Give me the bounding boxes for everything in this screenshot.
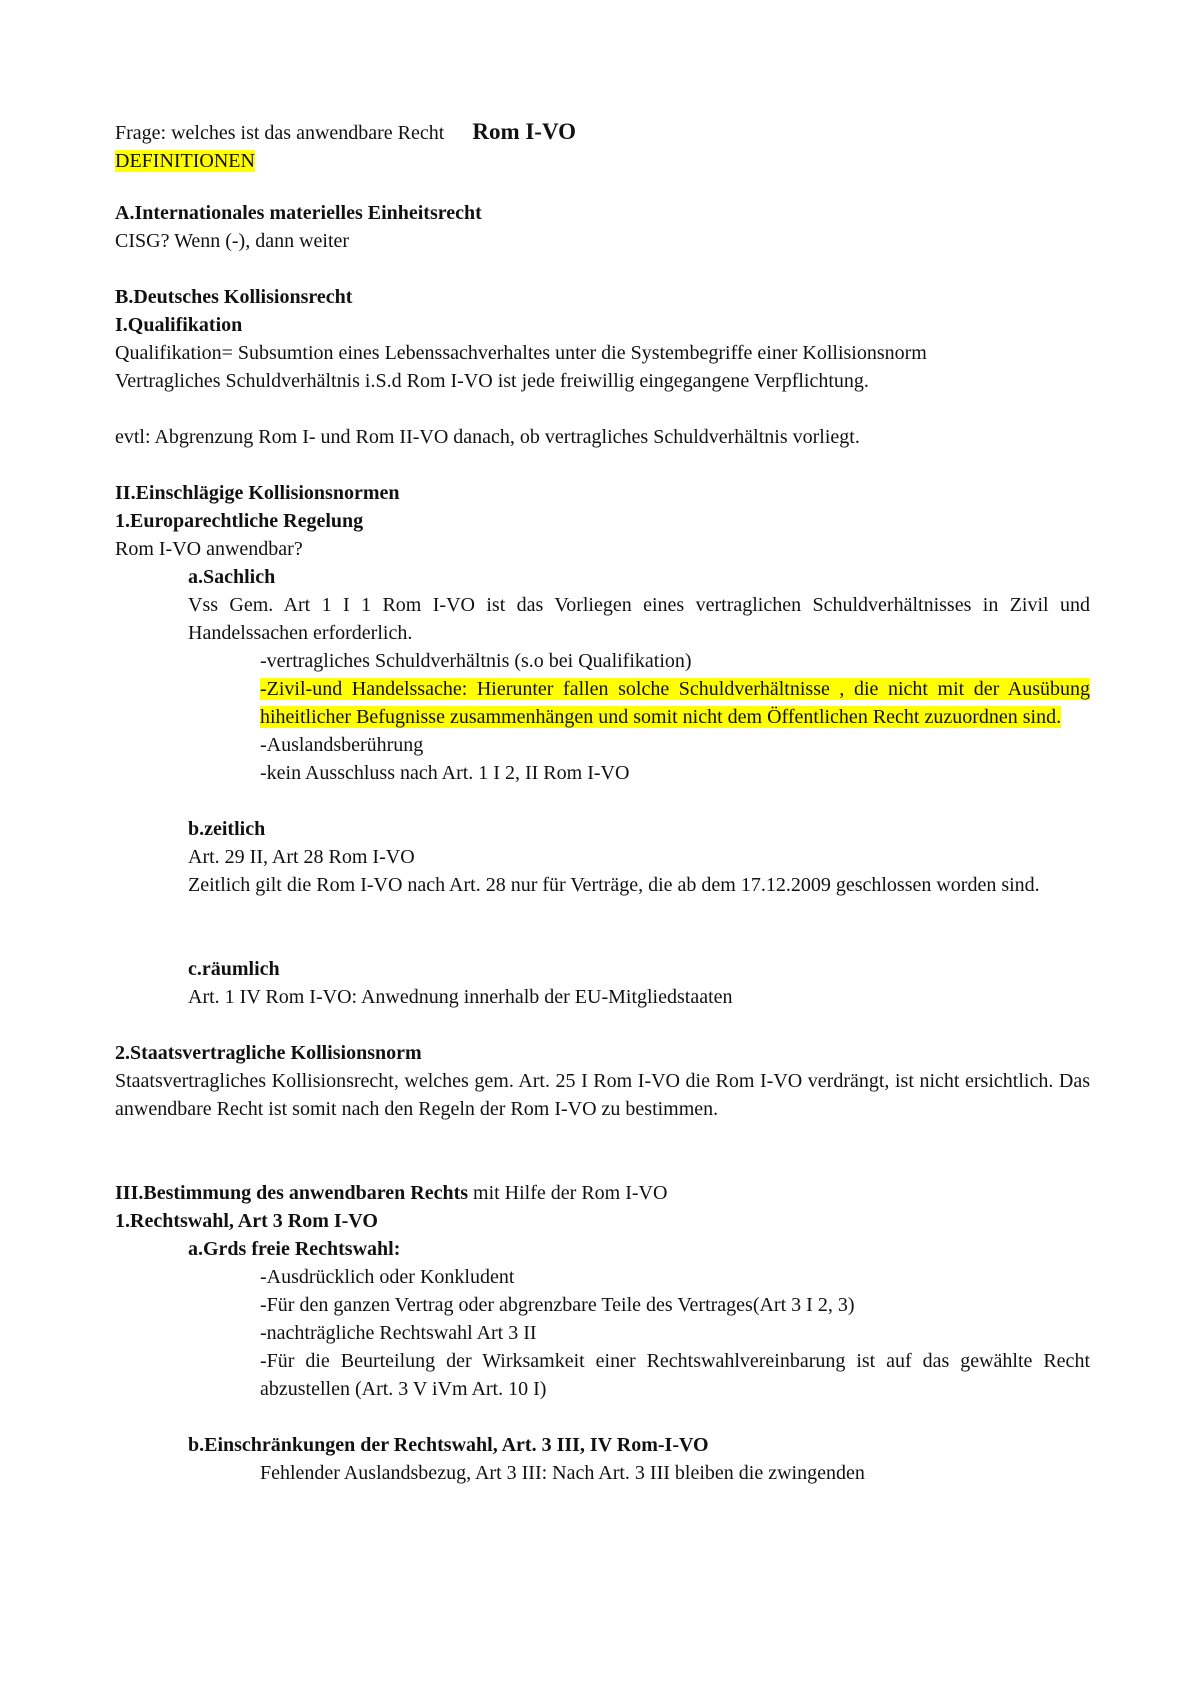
sachlich-items: [260, 647, 1090, 787]
raeumlich-text: Art. 1 IV Rom I-VO: Anwednung innerhalb der EU-Mitgliedstaaten: [188, 986, 733, 1008]
freie-rechtswahl-block: [188, 1235, 1090, 1263]
rechtswahl-heading: 1.Rechtswahl, Art 3 Rom I-VO: [115, 1210, 378, 1232]
document-title: Rom I-VO: [472, 119, 576, 144]
einschraenkungen-block: [188, 1431, 1090, 1459]
eu-regelung-question: Rom I-VO anwendbar?: [115, 538, 303, 560]
list-item: -kein Ausschluss nach Art. 1 I 2, II Rom I-VO: [260, 762, 630, 784]
section-ii-heading: II.Einschlägige Kollisionsnormen: [115, 482, 400, 504]
list-item: -Auslandsberührung: [260, 734, 424, 756]
question-text: Frage: welches ist das anwendbare Recht: [115, 122, 445, 144]
staatsvertrag-heading: 2.Staatsvertragliche Kollisionsnorm: [115, 1042, 422, 1064]
definitions-label: DEFINITIONEN: [115, 150, 255, 172]
zeitlich-block: [188, 815, 1090, 899]
qualifikation-definition: Qualifikation= Subsumtion eines Lebenssachverhaltes unter die Systembegriffe einer Kollisionsnorm: [115, 342, 927, 364]
einschraenkungen-heading: b.Einschränkungen der Rechtswahl, Art. 3 III, IV Rom-I-VO: [188, 1434, 709, 1456]
document-body: [115, 118, 1090, 1487]
zeitlich-heading: b.zeitlich: [188, 818, 266, 840]
sachlich-block: [188, 563, 1090, 647]
einschraenkungen-items: [260, 1459, 1090, 1487]
section-a-heading: A.Internationales materielles Einheitsrecht: [115, 202, 482, 224]
sachlich-text: Vss Gem. Art 1 I 1 Rom I-VO ist das Vorliegen eines vertraglichen Schuldverhältnisses in Zivil und Handelssachen erforderlich.: [188, 594, 1090, 644]
qualifikation-evtl: evtl: Abgrenzung Rom I- und Rom II-VO danach, ob vertragliches Schuldverhältnis vorliegt.: [115, 426, 860, 448]
qualifikation-contract: Vertragliches Schuldverhältnis i.S.d Rom I-VO ist jede freiwillig eingegangene Verpflichtung.: [115, 370, 869, 392]
list-item: -Ausdrücklich oder Konkludent: [260, 1266, 515, 1288]
section-b-heading: B.Deutsches Kollisionsrecht: [115, 286, 353, 308]
list-item: -vertragliches Schuldverhältnis (s.o bei Qualifikation): [260, 650, 692, 672]
list-item-highlighted: -Zivil-und Handelssache: Hierunter fallen solche Schuldverhältnisse , die nicht mit der Ausübung hiheitlicher Befugnisse zusammenhängen und somit nicht dem Öffentlichen Recht zuzuordnen sind.: [260, 678, 1090, 728]
sachlich-heading: a.Sachlich: [188, 566, 276, 588]
list-item: -Für den ganzen Vertrag oder abgrenzbare Teile des Vertrages(Art 3 I 2, 3): [260, 1294, 855, 1316]
question-line: [115, 118, 1090, 147]
list-item: -Für die Beurteilung der Wirksamkeit einer Rechtswahlvereinbarung ist auf das gewählte Recht abzustellen (Art. 3 V iVm Art. 10 I): [260, 1350, 1090, 1400]
raeumlich-block: [188, 955, 1090, 1011]
qualifikation-heading: I.Qualifikation: [115, 314, 243, 336]
list-item: -nachträgliche Rechtswahl Art 3 II: [260, 1322, 537, 1344]
section-a-text: CISG? Wenn (-), dann weiter: [115, 230, 350, 252]
section-iii-heading: III.Bestimmung des anwendbaren Rechts mit Hilfe der Rom I-VO: [115, 1182, 668, 1204]
zeitlich-text-2: Zeitlich gilt die Rom I-VO nach Art. 28 nur für Verträge, die ab dem 17.12.2009 geschlossen worden sind.: [188, 874, 1040, 896]
einschraenkungen-text: Fehlender Auslandsbezug, Art 3 III: Nach Art. 3 III bleiben die zwingenden: [260, 1462, 865, 1484]
freie-rechtswahl-heading: a.Grds freie Rechtswahl:: [188, 1238, 401, 1260]
zeitlich-text-1: Art. 29 II, Art 28 Rom I-VO: [188, 846, 415, 868]
freie-rechtswahl-items: [260, 1263, 1090, 1403]
definitions-line: [115, 147, 1090, 175]
eu-regelung-heading: 1.Europarechtliche Regelung: [115, 510, 364, 532]
raeumlich-heading: c.räumlich: [188, 958, 280, 980]
staatsvertrag-text: Staatsvertragliches Kollisionsrecht, welches gem. Art. 25 I Rom I-VO die Rom I-VO verdrängt, ist nicht ersichtlich. Das anwendbare Recht ist somit nach den Regeln der Rom I-VO zu bestimmen.: [115, 1070, 1090, 1120]
